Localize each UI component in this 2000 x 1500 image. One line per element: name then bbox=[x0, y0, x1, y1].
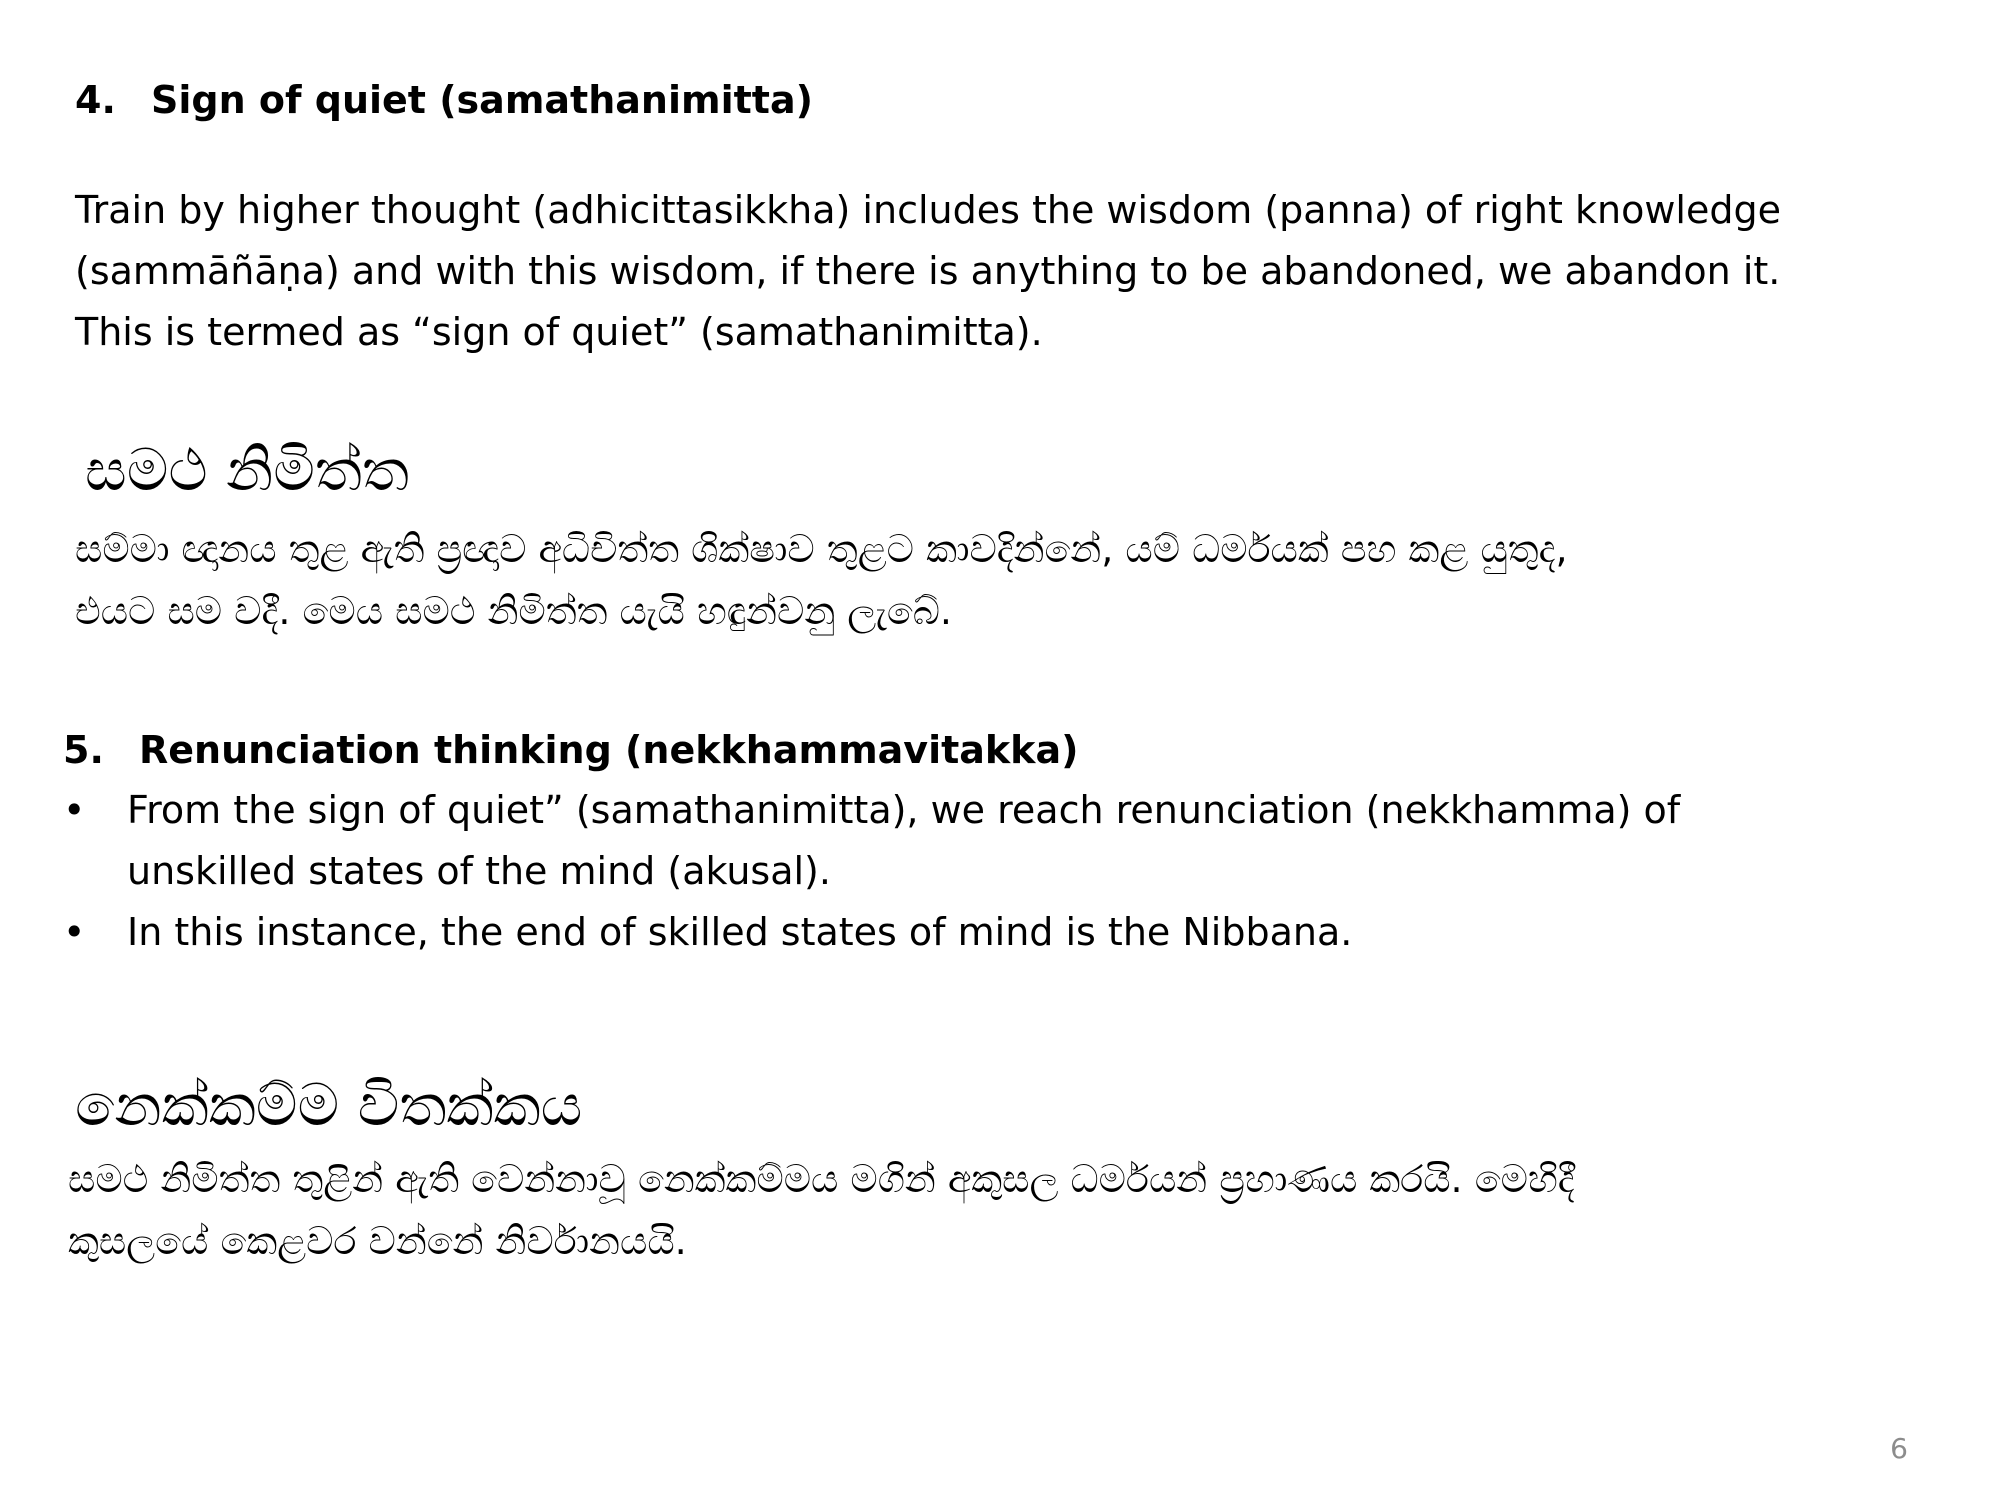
section-4-sinhala-line: සම්මා ඥානය තුළ ඇති ප්‍රඥාව අධිචිත්ත ශික්ෂාව තුළට කාවදින්නේ, යම් ධර්මයක් පහ කළ යුතුද, bbox=[75, 527, 1568, 571]
page-number: 6 bbox=[1890, 1432, 1908, 1465]
section-4-heading bbox=[75, 70, 1955, 130]
section-5-heading bbox=[63, 720, 1943, 780]
bullet-marker: • bbox=[63, 788, 86, 832]
section-5-bullet-list bbox=[63, 780, 1943, 963]
bullet-line: From the sign of quiet” (samathanimitta), we reach renunciation (nekkhamma) of bbox=[127, 788, 1681, 832]
section-5-number: 5. bbox=[63, 728, 104, 772]
section-4-paragraph-line: This is termed as “sign of quiet” (samathanimitta). bbox=[75, 310, 1043, 354]
section-4-sinhala-line: එයට සම වදී. මෙය සමථ නිමිත්ත යැයි හඳුන්වනු ලැබේ. bbox=[75, 589, 952, 633]
section-5-title: Renunciation thinking (nekkhammavitakka) bbox=[139, 728, 1079, 772]
section-4-number: 4. bbox=[75, 78, 116, 122]
bullet-item bbox=[63, 780, 1943, 902]
bullet-line: In this instance, the end of skilled states of mind is the Nibbana. bbox=[127, 910, 1353, 954]
section-4-paragraph-line: Train by higher thought (adhicittasikkha) includes the wisdom (panna) of right knowledge bbox=[75, 188, 1781, 232]
section-4-paragraph-line: (sammāñāṇa) and with this wisdom, if there is anything to be abandoned, we abandon it. bbox=[75, 249, 1781, 293]
section-5-sinhala-paragraph bbox=[68, 1148, 1948, 1272]
bullet-item bbox=[63, 902, 1943, 963]
bullet-marker: • bbox=[63, 910, 86, 954]
section-4-sinhala-paragraph bbox=[75, 518, 1955, 642]
bullet-line: unskilled states of the mind (akusal). bbox=[127, 849, 831, 893]
section-4-title: Sign of quiet (samathanimitta) bbox=[151, 78, 813, 122]
section-5-sinhala-title: නෙක්කම්ම විතක්කය bbox=[75, 1071, 583, 1139]
section-5-sinhala-line: සමථ නිමිත්ත තුළින් ඇති වෙන්නාවූ නෙක්කම්මය මගින් අකුසල ධර්මයන් ප්‍රහාණය කරයි. මෙහිදී bbox=[68, 1157, 1575, 1201]
section-4-paragraph bbox=[75, 180, 1955, 363]
section-4-sinhala-title: සමථ නිමිත්ත bbox=[85, 436, 410, 504]
section-5-sinhala-line: කුසලයේ කෙළවර වන්නේ නිර්වානයයි. bbox=[68, 1219, 687, 1263]
